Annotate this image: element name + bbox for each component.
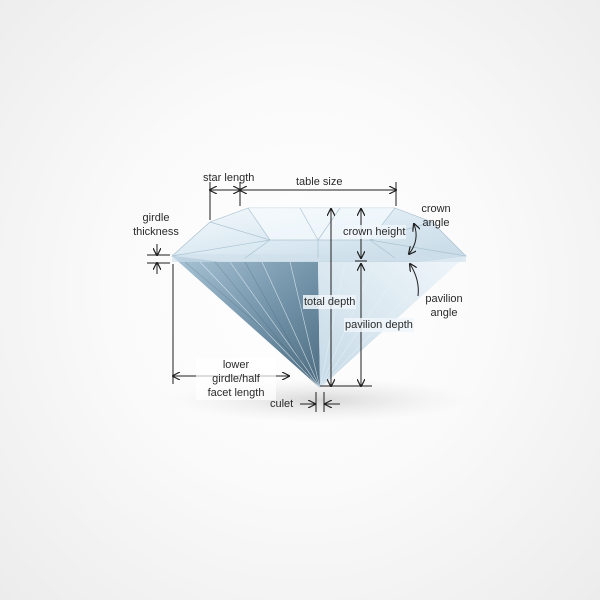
table-size-label: table size: [296, 176, 343, 188]
crown-angle-line2: angle: [422, 217, 450, 229]
girdle-thickness-line1: girdle: [142, 212, 170, 224]
lower-girdle-line2: girdle/half: [212, 373, 260, 385]
culet-label: culet: [270, 398, 294, 410]
lower-girdle-line1: lower: [222, 359, 250, 371]
pavilion-angle-label: [420, 292, 468, 320]
pavilion-angle-line1: pavilion: [425, 293, 463, 305]
pavilion-angle-line2: angle: [430, 307, 458, 319]
crown-angle-label: [418, 202, 454, 230]
girdle-thickness-line2: thickness: [133, 226, 179, 238]
crown-height-label: crown height: [343, 226, 406, 238]
lower-girdle-label: [196, 358, 276, 400]
girdle-thickness-label: [132, 211, 180, 239]
total-depth-label: total depth: [304, 296, 356, 308]
pavilion-depth-label: pavilion depth: [345, 319, 413, 331]
star-length-label: star length: [203, 172, 255, 184]
lower-girdle-line3: facet length: [207, 387, 265, 399]
crown-angle-line1: crown: [421, 203, 451, 215]
